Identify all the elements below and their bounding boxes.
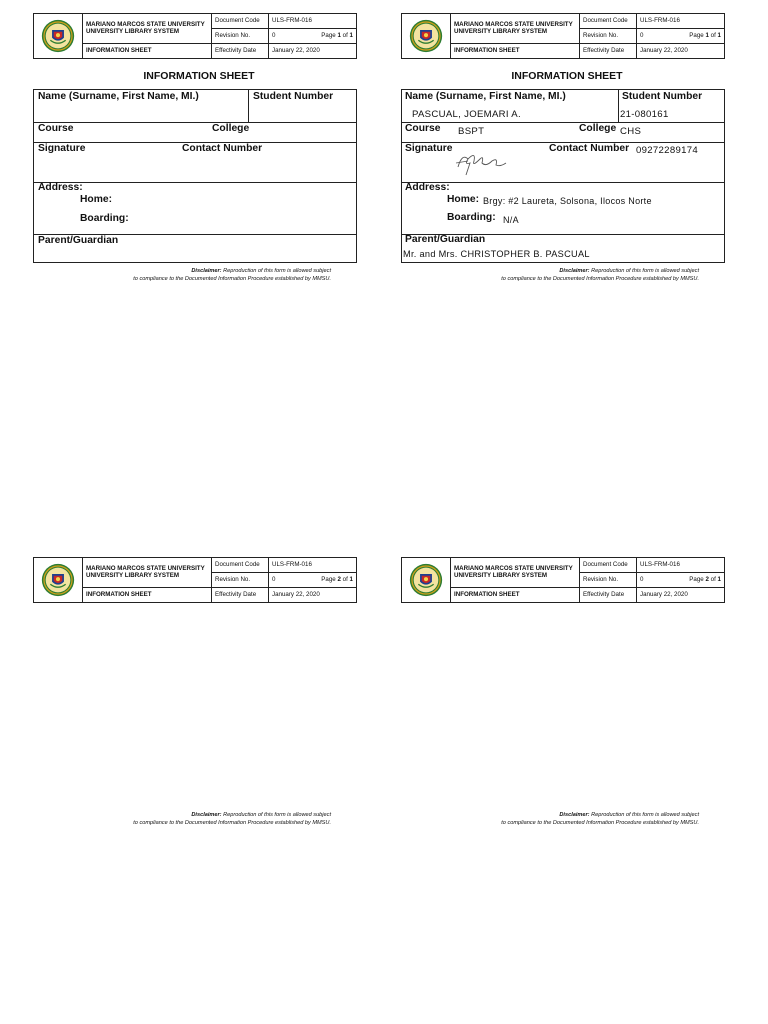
student-number-label: Student Number: [622, 91, 703, 102]
guardian-label: Parent/Guardian: [405, 234, 486, 245]
revision-no: 0: [640, 576, 644, 584]
doc-code: ULS-FRM-016: [269, 14, 357, 29]
doc-code-label: Document Code: [212, 558, 269, 573]
home-label: Home:: [447, 194, 480, 205]
student-number-value: 21-080161: [620, 109, 669, 120]
library-system: UNIVERSITY LIBRARY SYSTEM: [454, 572, 548, 580]
home-value: Brgy: #2 Laureta, Solsona, Ilocos Norte: [483, 196, 652, 206]
doc-header-top-right: [401, 13, 725, 59]
doc-code-label: Document Code: [580, 558, 637, 573]
guardian-row: [402, 235, 724, 262]
college-label: College: [579, 123, 617, 134]
home-label: Home:: [80, 194, 113, 205]
university-name: MARIANO MARCOS STATE UNIVERSITY: [86, 21, 205, 29]
university-name: MARIANO MARCOS STATE UNIVERSITY: [86, 565, 205, 573]
doc-code: ULS-FRM-016: [269, 558, 357, 573]
signature-label: Signature: [38, 143, 86, 154]
university-name: MARIANO MARCOS STATE UNIVERSITY: [454, 565, 573, 573]
effectivity-label: Effectivity Date: [580, 587, 637, 602]
course-label: Course: [38, 123, 74, 134]
effectivity-label: Effectivity Date: [212, 43, 269, 58]
guardian-value: Mr. and Mrs. CHRISTOPHER B. PASCUAL: [403, 249, 590, 259]
revision-label: Revision No.: [212, 572, 269, 587]
doc-code: ULS-FRM-016: [637, 558, 725, 573]
page-indicator: Page 1 of 1: [689, 32, 721, 40]
library-system: UNIVERSITY LIBRARY SYSTEM: [454, 28, 548, 36]
signature-row: [34, 143, 356, 183]
doc-header-top-left: [33, 13, 357, 59]
college-label: College: [212, 123, 250, 134]
contact-value: 09272289174: [636, 145, 698, 156]
page-indicator: Page 1 of 1: [321, 32, 353, 40]
course-row: [402, 123, 724, 143]
signature-row: [402, 143, 724, 183]
form-name: INFORMATION SHEET: [451, 587, 580, 602]
course-value: BSPT: [458, 126, 485, 137]
sheet-title: INFORMATION SHEET: [511, 70, 623, 82]
page-indicator: Page 2 of 1: [689, 576, 721, 584]
doc-header-bottom-right: [401, 557, 725, 603]
doc-code-label: Document Code: [212, 14, 269, 29]
revision-no: 0: [640, 32, 644, 40]
boarding-label: Boarding:: [80, 213, 129, 224]
name-row: [402, 90, 724, 123]
info-form-blank: [33, 89, 357, 263]
boarding-value: N/A: [503, 215, 519, 225]
address-label: Address:: [405, 182, 450, 193]
course-label: Course: [405, 123, 441, 134]
info-form-filled: [401, 89, 725, 263]
revision-no: 0: [272, 576, 276, 584]
name-label: Name (Surname, First Name, MI.): [405, 91, 566, 102]
address-row: [34, 183, 356, 235]
effectivity-label: Effectivity Date: [212, 587, 269, 602]
guardian-label: Parent/Guardian: [38, 235, 119, 246]
college-value: CHS: [620, 126, 642, 137]
effectivity-date: January 22, 2020: [637, 43, 725, 58]
university-seal-icon: [34, 14, 83, 59]
revision-no: 0: [272, 32, 276, 40]
form-name: INFORMATION SHEET: [451, 43, 580, 58]
name-value: PASCUAL, JOEMARI A.: [412, 109, 521, 120]
doc-code-label: Document Code: [580, 14, 637, 29]
university-seal-icon: [402, 14, 451, 59]
library-system: UNIVERSITY LIBRARY SYSTEM: [86, 572, 180, 580]
revision-label: Revision No.: [212, 28, 269, 43]
university-name: MARIANO MARCOS STATE UNIVERSITY: [454, 21, 573, 29]
effectivity-label: Effectivity Date: [580, 43, 637, 58]
handwritten-signature: [452, 145, 508, 177]
student-number-label: Student Number: [253, 91, 334, 102]
doc-code: ULS-FRM-016: [637, 14, 725, 29]
effectivity-date: January 22, 2020: [637, 587, 725, 602]
course-row: [34, 123, 356, 143]
signature-label: Signature: [405, 143, 453, 154]
contact-label: Contact Number: [182, 143, 263, 154]
revision-label: Revision No.: [580, 28, 637, 43]
name-label: Name (Surname, First Name, MI.): [38, 91, 199, 102]
university-seal-icon: [402, 558, 451, 603]
effectivity-date: January 22, 2020: [269, 43, 357, 58]
address-row: [402, 183, 724, 235]
revision-label: Revision No.: [580, 572, 637, 587]
guardian-row: [34, 235, 356, 262]
form-name: INFORMATION SHEET: [83, 587, 212, 602]
library-system: UNIVERSITY LIBRARY SYSTEM: [86, 28, 180, 36]
university-seal-icon: [34, 558, 83, 603]
contact-label: Contact Number: [549, 143, 630, 154]
effectivity-date: January 22, 2020: [269, 587, 357, 602]
page-indicator: Page 2 of 1: [321, 576, 353, 584]
address-label: Address:: [38, 182, 83, 193]
boarding-label: Boarding:: [447, 212, 496, 223]
doc-header-bottom-left: [33, 557, 357, 603]
name-row: [34, 90, 356, 123]
sheet-title: INFORMATION SHEET: [143, 70, 255, 82]
form-name: INFORMATION SHEET: [83, 43, 212, 58]
